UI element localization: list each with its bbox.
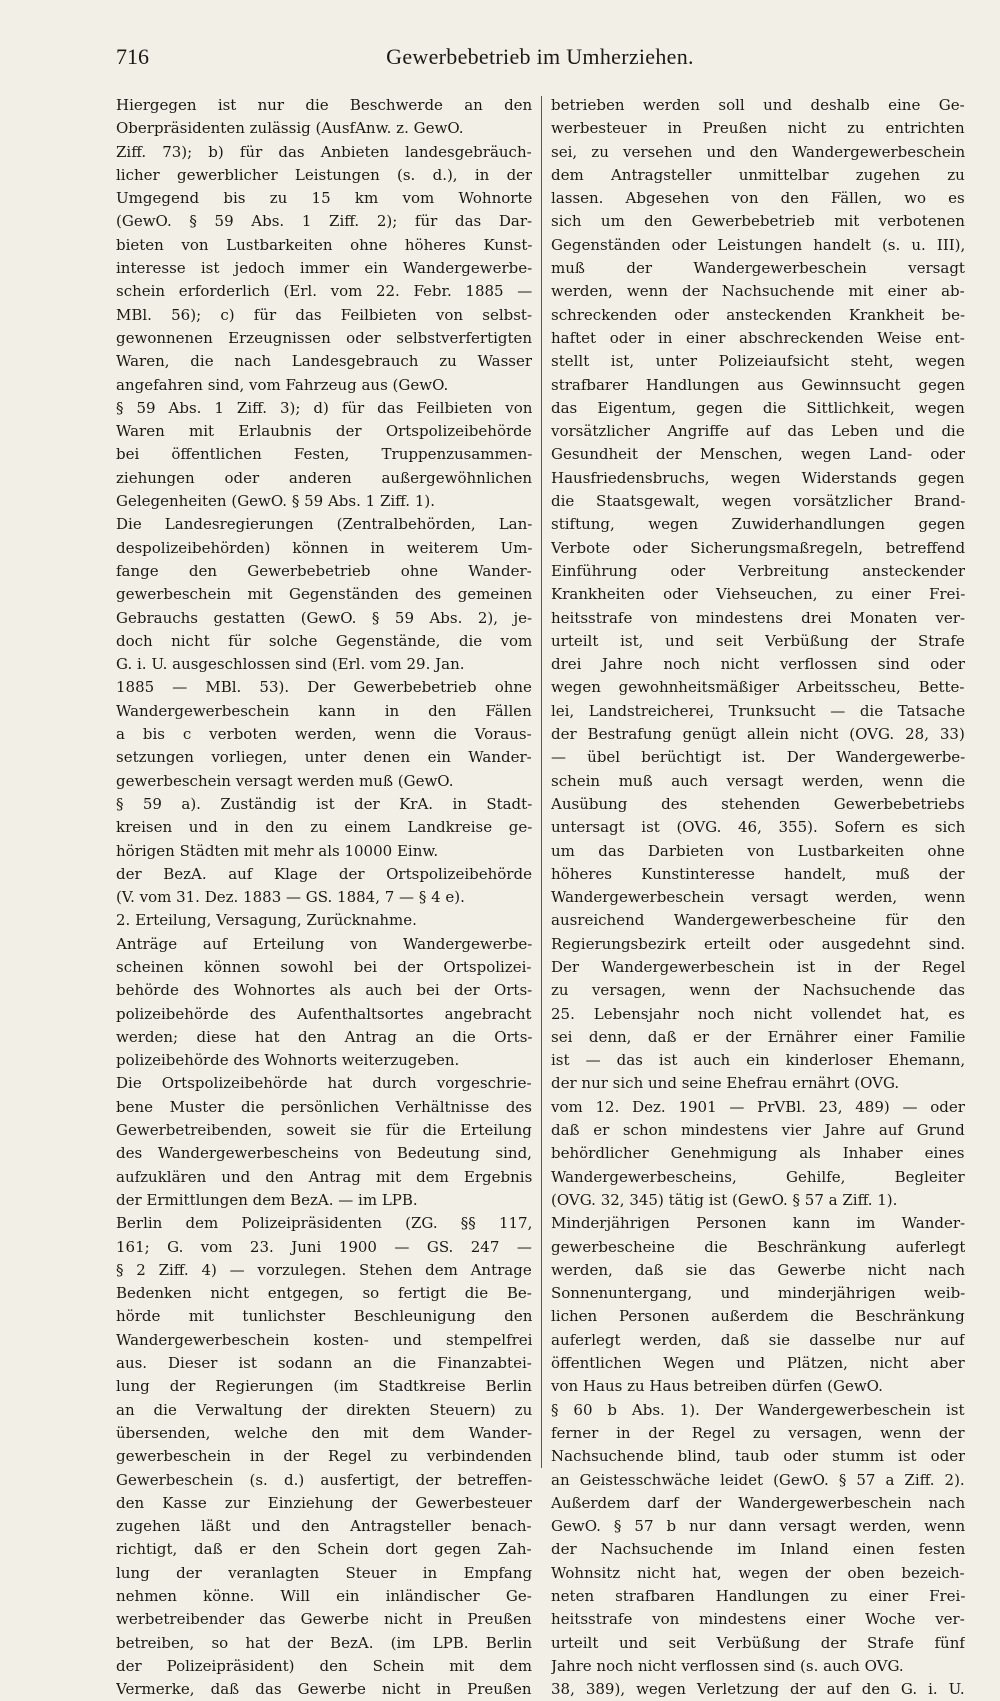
text-line: gewerbeschein mit Gegenständen des gemeinen xyxy=(116,585,532,604)
text-line: — übel berüchtigt ist. Der Wandergewerbe- xyxy=(551,748,965,767)
text-line: 161; G. vom 23. Juni 1900 — GS. 247 — xyxy=(116,1237,532,1256)
text-line: werden, daß sie das Gewerbe nicht nach xyxy=(551,1260,965,1279)
text-line: ferner in der Regel zu versagen, wenn der xyxy=(551,1423,965,1442)
text-line: Gelegenheiten (GewO. § 59 Abs. 1 Ziff. 1). xyxy=(116,492,435,511)
text-line: Gewerbeschein (s. d.) ausfertigt, der betreffen- xyxy=(116,1470,532,1489)
text-line: auferlegt werden, daß sie dasselbe nur auf xyxy=(551,1330,965,1349)
text-line: schein erforderlich (Erl. vom 22. Febr. 1885 — xyxy=(116,282,532,301)
text-line: der Ermittlungen dem BezA. — im LPB. xyxy=(116,1190,418,1209)
text-line: drei Jahre noch nicht verflossen sind oder xyxy=(551,655,965,674)
text-line: an Geistesschwäche leidet (GewO. § 57 a Ziff. 2). xyxy=(551,1470,965,1489)
text-line: ist — das ist auch ein kinderloser Ehemann, xyxy=(551,1051,965,1070)
text-line: die Staatsgewalt, wegen vorsätzlicher Brand- xyxy=(551,492,965,511)
text-line: Berlin dem Polizeipräsidenten (ZG. §§ 117, xyxy=(116,1214,532,1233)
text-line: sei, zu versehen und den Wandergewerbeschein xyxy=(551,142,965,161)
text-line: (GewO. § 59 Abs. 1 Ziff. 2); für das Dar- xyxy=(116,212,532,231)
text-line: Regierungsbezirk erteilt oder ausgedehnt sind. xyxy=(551,934,965,953)
text-line: Krankheiten oder Viehseuchen, zu einer Frei- xyxy=(551,585,965,604)
text-line: setzungen vorliegen, unter denen ein Wander- xyxy=(116,748,532,767)
text-line: Gegenständen oder Leistungen handelt (s. u. III), xyxy=(551,235,965,254)
text-line: Der Wandergewerbeschein ist in der Regel xyxy=(551,957,965,976)
text-line: Minderjährigen Personen kann im Wander- xyxy=(551,1214,965,1233)
text-line: Wandergewerbeschein kosten- und stempelfrei xyxy=(116,1330,532,1349)
text-line: zu versagen, wenn der Nachsuchende das xyxy=(551,981,965,1000)
text-line: untersagt ist (OVG. 46, 355). Sofern es sich xyxy=(551,818,965,837)
text-line: G. i. U. ausgeschlossen sind (Erl. vom 29. Jan. xyxy=(116,655,465,674)
text-line: bieten von Lustbarkeiten ohne höheres Kunst- xyxy=(116,235,532,254)
text-line: despolizeibehörden) können in weiterem Um- xyxy=(116,538,532,557)
text-line: lassen. Abgesehen von den Fällen, wo es xyxy=(551,189,965,208)
text-line: lei, Landstreicherei, Trunksucht — die Tatsache xyxy=(551,701,965,720)
text-line: (OVG. 32, 345) tätig ist (GewO. § 57 a Ziff. 1). xyxy=(551,1190,898,1209)
text-line: Bedenken nicht entgegen, so fertigt die Be- xyxy=(116,1284,532,1303)
text-line: gewonnenen Erzeugnissen oder selbstverfertigten xyxy=(116,328,532,347)
text-line: Ziff. 73); b) für das Anbieten landesgebräuch- xyxy=(116,142,532,161)
text-line: lung der veranlagten Steuer in Empfang xyxy=(116,1563,532,1582)
text-line: Anträge auf Erteilung von Wandergewerbe- xyxy=(116,934,532,953)
text-line: Umgegend bis zu 15 km vom Wohnorte xyxy=(116,189,532,208)
text-line: vorsätzlicher Angriffe auf das Leben und die xyxy=(551,422,965,441)
text-line: 1885 — MBl. 53). Der Gewerbebetrieb ohne xyxy=(116,678,532,697)
text-line: der Nachsuchende im Inland einen festen xyxy=(551,1540,965,1559)
running-title: Gewerbebetrieb im Umherziehen. xyxy=(386,44,694,69)
text-line: werbetreibender das Gewerbe nicht in Preußen xyxy=(116,1610,532,1629)
text-line: GewO. § 57 b nur dann versagt werden, wenn xyxy=(551,1517,965,1536)
text-line: § 59 Abs. 1 Ziff. 3); d) für das Feilbieten von xyxy=(116,398,532,417)
text-line: gewerbescheine die Beschränkung auferlegt xyxy=(551,1237,965,1256)
text-line: § 60 b Abs. 1). Der Wandergewerbeschein ist xyxy=(551,1400,965,1419)
text-line: interesse ist jedoch immer ein Wandergewerbe- xyxy=(116,259,532,278)
text-line: heitsstrafe von mindestens einer Woche ver- xyxy=(551,1610,965,1629)
text-line: Oberpräsidenten zulässig (AusfAnw. z. GewO. xyxy=(116,119,464,138)
text-line: polizeibehörde des Wohnorts weiterzugeben. xyxy=(116,1051,460,1070)
text-line: Nachsuchende blind, taub oder stumm ist oder xyxy=(551,1447,965,1466)
text-line: gewerbeschein in der Regel zu verbindenden xyxy=(116,1447,532,1466)
text-line: werbesteuer in Preußen nicht zu entrichten xyxy=(551,119,965,138)
text-line: (V. vom 31. Dez. 1883 — GS. 1884, 7 — § 4 e). xyxy=(116,888,465,907)
text-line: heitsstrafe von mindestens drei Monaten ver- xyxy=(551,608,965,627)
text-line: des Wandergewerbescheins von Bedeutung sind, xyxy=(116,1144,532,1163)
text-line: Gesundheit der Menschen, wegen Land- oder xyxy=(551,445,965,464)
text-line: den Kasse zur Einziehung der Gewerbesteuer xyxy=(116,1493,532,1512)
text-line: Wandergewerbescheins, Gehilfe, Begleiter xyxy=(551,1167,965,1186)
text-line: Hausfriedensbruchs, wegen Widerstands gegen xyxy=(551,468,965,487)
text-line: schreckenden oder ansteckenden Krankheit be- xyxy=(551,305,965,324)
text-line: MBl. 56); c) für das Feilbieten von selbst- xyxy=(116,305,532,324)
text-line: wegen gewohnheitsmäßiger Arbeitsscheu, Bette- xyxy=(551,678,965,697)
left-column xyxy=(116,94,532,1701)
text-line: lichen Personen außerdem die Beschränkung xyxy=(551,1307,965,1326)
text-line: doch nicht für solche Gegenstände, die vom xyxy=(116,631,532,650)
text-line: von Haus zu Haus betreiben dürfen (GewO. xyxy=(551,1377,883,1396)
text-line: muß der Wandergewerbeschein versagt xyxy=(551,259,965,278)
text-line: aufzuklären und den Antrag mit dem Ergebnis xyxy=(116,1167,532,1186)
text-line: daß er schon mindestens vier Jahre auf Grund xyxy=(551,1121,965,1140)
text-line: stiftung, wegen Zuwiderhandlungen gegen xyxy=(551,515,965,534)
text-line: der nur sich und seine Ehefrau ernährt (OVG. xyxy=(551,1074,900,1093)
text-line: urteilt und seit Verbüßung der Strafe fünf xyxy=(551,1633,965,1652)
text-line: der BezA. auf Klage der Ortspolizeibehörde xyxy=(116,864,532,883)
text-line: Außerdem darf der Wandergewerbeschein nach xyxy=(551,1493,965,1512)
text-line: übersenden, welche den mit dem Wander- xyxy=(116,1423,532,1442)
text-line: nehmen könne. Will ein inländischer Ge- xyxy=(116,1587,532,1605)
text-line: a bis c verboten werden, wenn die Voraus- xyxy=(116,725,532,744)
text-line: der Polizeipräsident) den Schein mit dem xyxy=(116,1656,532,1675)
text-line: werden, wenn der Nachsuchende mit einer ab- xyxy=(551,282,965,301)
text-line: 2. Erteilung, Versagung, Zurücknahme. xyxy=(116,911,417,930)
text-line: behördlicher Genehmigung als Inhaber eines xyxy=(551,1144,965,1163)
text-line: polizeibehörde des Aufenthaltsortes angebracht xyxy=(116,1004,532,1023)
text-line: ziehungen oder anderen außergewöhnlichen xyxy=(116,468,532,487)
text-line: licher gewerblicher Leistungen (s. d.), in der xyxy=(116,165,532,184)
text-line: sei denn, daß er der Ernährer einer Familie xyxy=(551,1027,965,1046)
text-line: Die Ortspolizeibehörde hat durch vorgeschrie- xyxy=(116,1074,532,1093)
text-line: sich um den Gewerbebetrieb mit verbotenen xyxy=(551,212,965,231)
text-line: um das Darbieten von Lustbarkeiten ohne xyxy=(551,841,965,860)
text-line: neten strafbaren Handlungen zu einer Frei- xyxy=(551,1587,965,1605)
text-line: dem Antragsteller unmittelbar zugehen zu xyxy=(551,165,965,184)
text-line: vom 12. Dez. 1901 — PrVBl. 23, 489) — oder xyxy=(551,1097,965,1116)
text-line: behörde des Wohnortes als auch bei der Orts- xyxy=(116,981,532,1000)
text-line: Jahre noch nicht verflossen sind (s. auch OVG. xyxy=(551,1656,904,1675)
text-line: gewerbeschein versagt werden muß (GewO. xyxy=(116,771,454,790)
text-line: Sonnenuntergang, und minderjährigen weib- xyxy=(551,1284,965,1303)
text-line: richtigt, daß er den Schein dort gegen Zah- xyxy=(116,1540,532,1559)
text-line: angefahren sind, vom Fahrzeug aus (GewO. xyxy=(116,375,449,394)
text-line: betreiben, so hat der BezA. (im LPB. Berlin xyxy=(116,1633,532,1652)
text-line: das Eigentum, gegen die Sittlichkeit, wegen xyxy=(551,398,965,417)
text-line: werden; diese hat den Antrag an die Orts- xyxy=(116,1027,532,1046)
text-line: scheinen können sowohl bei der Ortspolizei- xyxy=(116,957,532,976)
text-line: Wandergewerbeschein kann in den Fällen xyxy=(116,701,532,720)
text-line: strafbarer Handlungen aus Gewinnsucht gegen xyxy=(551,375,965,394)
text-line: an die Verwaltung der direkten Steuern) zu xyxy=(116,1400,532,1419)
text-line: Wandergewerbeschein versagt werden, wenn xyxy=(551,888,965,907)
text-line: öffentlichen Wegen und Plätzen, nicht aber xyxy=(551,1354,965,1373)
text-line: fange den Gewerbebetrieb ohne Wander- xyxy=(116,561,532,580)
text-line: Waren, die nach Landesgebrauch zu Wasser xyxy=(116,352,532,371)
text-line: 38, 389), wegen Verletzung der auf den G. i. U. xyxy=(551,1680,965,1699)
text-line: aus. Dieser ist sodann an die Finanzabtei- xyxy=(116,1354,532,1373)
text-line: Vermerke, daß das Gewerbe nicht in Preußen xyxy=(116,1680,532,1699)
text-line: höheres Kunstinteresse handelt, muß der xyxy=(551,864,965,883)
text-line: Gebrauchs gestatten (GewO. § 59 Abs. 2), je- xyxy=(116,608,532,627)
column-divider xyxy=(541,96,542,1468)
text-line: lung der Regierungen (im Stadtkreise Berlin xyxy=(116,1377,532,1396)
text-line: bene Muster die persönlichen Verhältnisse des xyxy=(116,1097,532,1116)
text-line: Wohnsitz nicht hat, wegen der oben bezeich- xyxy=(551,1563,965,1582)
text-line: betrieben werden soll und deshalb eine Ge- xyxy=(551,96,965,114)
text-line: bei öffentlichen Festen, Truppenzusammen- xyxy=(116,445,532,464)
text-line: § 59 a). Zuständig ist der KrA. in Stadt- xyxy=(116,794,532,813)
text-line: Gewerbetreibenden, soweit sie für die Erteilung xyxy=(116,1121,532,1140)
text-line: Waren mit Erlaubnis der Ortspolizeibehörde xyxy=(116,422,532,441)
text-line: der Bestrafung genügt allein nicht (OVG. 28, 33) xyxy=(551,725,965,744)
text-line: § 2 Ziff. 4) — vorzulegen. Stehen dem Antrage xyxy=(116,1260,532,1279)
text-line: zugehen läßt und den Antragsteller benach- xyxy=(116,1517,532,1536)
text-line: haftet oder in einer abschreckenden Weise ent- xyxy=(551,328,965,347)
text-line: Verbote oder Sicherungsmaßregeln, betreffend xyxy=(551,538,965,557)
page-number: 716 xyxy=(116,44,149,69)
text-line: Hiergegen ist nur die Beschwerde an den xyxy=(116,96,532,114)
text-line: hörde mit tunlichster Beschleunigung den xyxy=(116,1307,532,1326)
text-line: kreisen und in den zu einem Landkreise ge- xyxy=(116,818,532,837)
text-line: Ausübung des stehenden Gewerbebetriebs xyxy=(551,794,965,813)
text-line: Einführung oder Verbreitung ansteckender xyxy=(551,561,965,580)
text-line: Die Landesregierungen (Zentralbehörden, Lan- xyxy=(116,515,532,534)
text-line: hörigen Städten mit mehr als 10000 Einw. xyxy=(116,841,439,860)
text-line: ausreichend Wandergewerbescheine für den xyxy=(551,911,965,930)
text-line: schein muß auch versagt werden, wenn die xyxy=(551,771,965,790)
text-line: urteilt ist, und seit Verbüßung der Strafe xyxy=(551,631,965,650)
text-line: stellt ist, unter Polizeiaufsicht steht, wegen xyxy=(551,352,965,371)
text-line: 25. Lebensjahr noch nicht vollendet hat, es xyxy=(551,1004,965,1023)
right-column xyxy=(551,94,965,1701)
